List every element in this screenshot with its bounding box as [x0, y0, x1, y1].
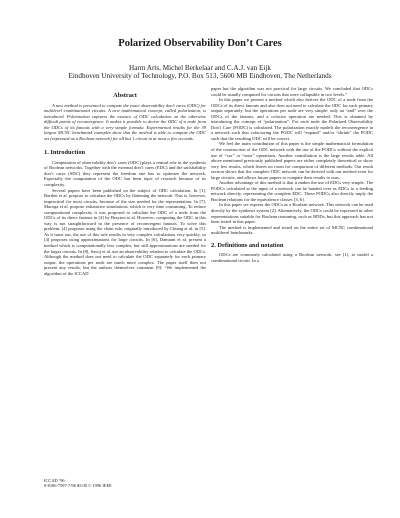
left-column [44, 92, 206, 276]
body-paragraph: The method is implemented and tested on the entire set of MCNC combinational multilevel benchmarks. [211, 224, 373, 236]
body-paragraph: ODCs are commonly calculated using a Boolean network, see [1], to model a combinational circuit. In a [211, 252, 373, 263]
body-paragraph: In this paper we present a method which also derives the ODC of a node from the ODCs of its direct fanouts and also does not need to calculate the ODC for each primary output separately, but the operations per node are very simple: only an “and” over the ODCs of the fanouts, and a cofactor operation are needed. This is obtained by introducing the concept of “polarization”. For each node the Polarized Observability Don’t Care (PODC) is calculated. The polarization exactly models the reconvergence in a network such that cofactoring the PODC will “expand” and/or “shrink” the PODC such that the resulting ODC will be correct. [211, 97, 373, 141]
author-names: Harm Arts, Michel Berkelaar and C.A.J. van Eijk [129, 64, 271, 72]
abstract-text: A new method is presented to compute the exact observability don’t cares (ODC) for multilevel combinational circuits. A new mathematical concept, called polarization, is introduced. Polarization captures the essence of ODC calculation on the otherwise difficult points of reconvergence. It makes it possible to derive the ODC of a node from the ODCs of its fanouts with a very simple formula. Experimental results for the 39 largest MCNC benchmark examples show that the method is able to compute the ODC set (expressed as a Boolean network) for all but 1 circuit in at most a few seconds. [44, 102, 206, 141]
section-heading-introduction: 1. Introduction [44, 149, 86, 157]
section-heading-definitions: 2. Definitions and notation [211, 241, 284, 249]
conference-label: ICCAD ’96 [44, 478, 65, 483]
right-column [211, 86, 373, 263]
page-footer [44, 478, 112, 488]
body-paragraph: Several papers have been published on the subject of ODC calculation. In [1], Bartlett et al. propose to calculate the ODCs by flattening the network. This is, however, impractical for most circuits, because of the size needed for the representation. In [7], Muroga et al. propose exhaustive simulations, which is very time consuming. To reduce computational complexity it was proposed to calculate the ODC of a node from the ODCs of its direct fanouts in [4] by Brayton et al. However, computing the ODC in this way is not straightforward in the presence of reconvergent fanouts. To solve this problem, [4] proposes using the chain rule, originally introduced by Chiang et al. in [5]. As it turns out, the use of this rule results in very complex calculations very quickly, so [4] proposes using approximations for large circuits. In [6], Damiani et al. present a method which is computationally less complex, but still approximations are needed for the larger circuits. In [8], Savoj et al. use an observability relation to calculate the ODCs. Although the method does not need to calculate the ODC separately for each primary output, the operations per node are much more complex. The paper itself does not present any results, but the authors themselves comment [9]: “We implemented the algorithm of the ICCAD [44, 187, 206, 276]
body-paragraph: We feel the main contribution of this paper is the simple mathematical formulation of the construction of the ODC network with the use of the PODCs without the explicit use of “xor” or “xnor” operations. Another contribution is the large results table. All above mentioned previously published papers are either completely theoretical or show very few results, which leaves no room for comparison of different methods. Our result section shows that the complete ODC network can be derived with our method even for large circuits, and allows future papers to compare their results to ours. [211, 141, 373, 180]
body-paragraph: paper but the algorithm was not practical for large circuits. We concluded that ODCs could be usually computed for circuits that were collapsible in two levels.” [211, 86, 373, 97]
body-paragraph: In this paper we express the ODCs as a Boolean network. This network can be used directly by the synthesis system [2]. Alternatively, the ODCs could be expressed in other representations suitable for Boolean reasoning, such as BDDs, but this approach has not been tested in this paper. [211, 202, 373, 225]
copyright-line: 0-8186-7597-7/96 $5.00 © 1996 IEEE [44, 483, 112, 489]
author-affiliation: Eindhoven University of Technology, P.O. Box 513, 5600 MB Eindhoven, The Netherlands [68, 72, 332, 81]
abstract-heading: Abstract [113, 92, 137, 99]
body-paragraph: Another advantage of this method is that it makes the use of EDCs very simple. The PODCs calculated at the input of a network can be handed over as EDCs to a feeding network directly, representing the complete EDC. These PODCs also directly imply the Boolean relations for the equivalence classes [3, 6]. [211, 180, 373, 202]
author-block [0, 64, 400, 81]
body-paragraph: Computation of observability don’t cares (ODC) plays a central role in the synthesis of Boolean networks. Together with the external don’t cares (EDC) and the satisfiability don’t cares (SDC) they represent the freedom one has to optimize the network. Especially the computation of the ODC has been topic of research because of its complexity. [44, 159, 206, 188]
paper-title: Polarized Observability Don’t Cares [118, 38, 282, 49]
